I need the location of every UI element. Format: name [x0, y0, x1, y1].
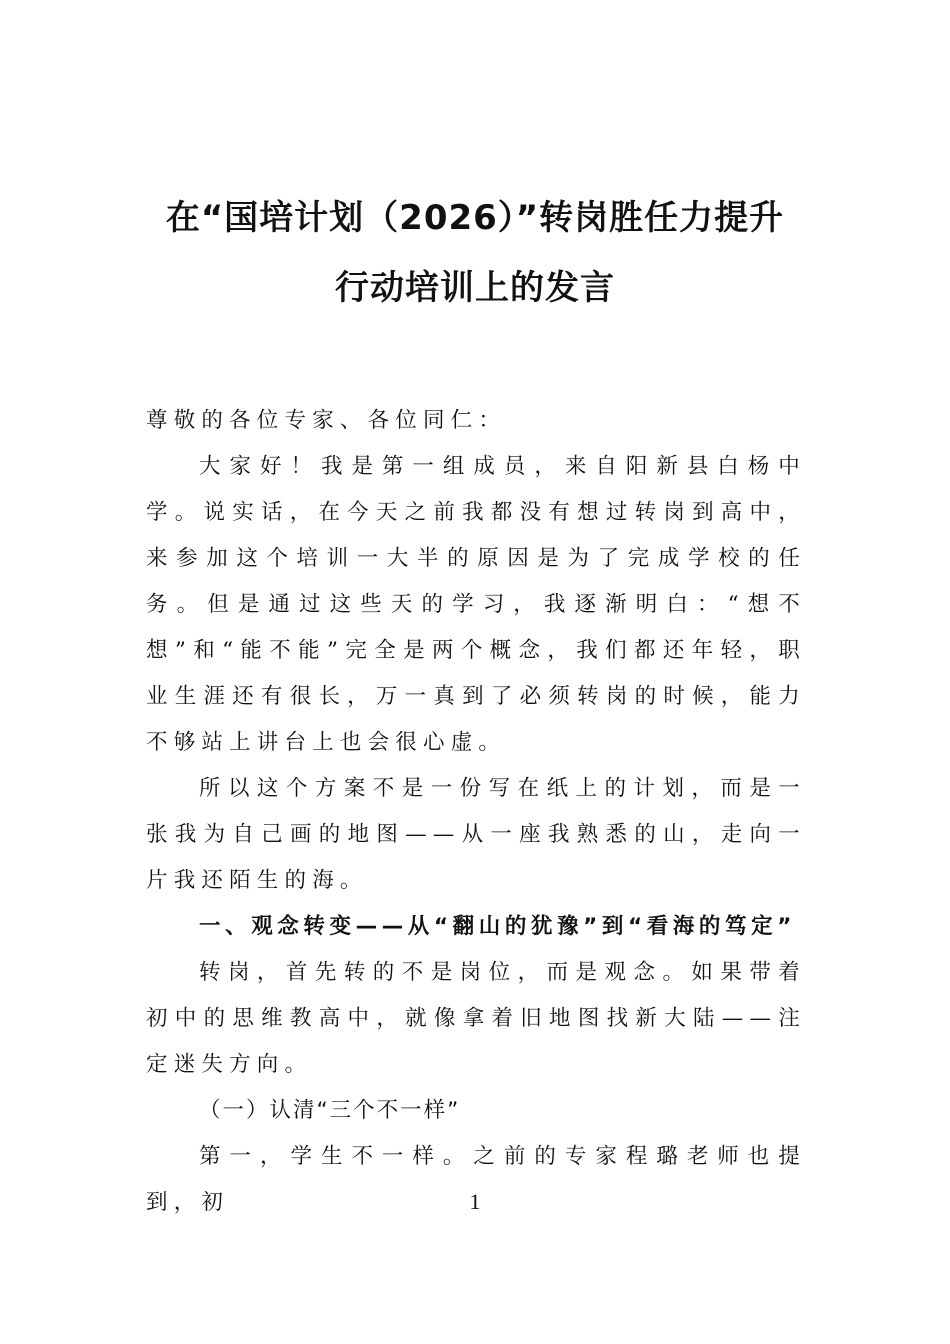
- salutation: 尊敬的各位专家、各位同仁：: [146, 408, 507, 433]
- paragraph-map: 所以这个方案不是一份写在纸上的计划，而是一张我为自己画的地图——从一座我熟悉的山，走向一片我还陌生的海。: [146, 776, 806, 893]
- paragraph-concept: 转岗，首先转的不是岗位，而是观念。如果带着初中的思维教高中，就像拿着旧地图找新大陆——注定迷失方向。: [146, 960, 806, 1077]
- document-title-line-2: 行动培训上的发言: [335, 268, 615, 308]
- page-number: 1: [469, 1189, 481, 1214]
- paragraph-greeting: 大家好！我是第一组成员，来自阳新县白杨中学。说实话，在今天之前我都没有想过转岗到高中，来参加这个培训一大半的原因是为了完成学校的任务。但是通过这些天的学习，我逐渐明白：“想不想”和“能不能”完全是两个概念，我们都还年轻，职业生涯还有很长，万一真到了必须转岗的时候，能力不够站上讲台上也会很心虚。: [146, 454, 806, 755]
- subsection-heading-1: （一）认清“三个不一样”: [199, 1098, 461, 1123]
- paragraph-students: 第一，学生不一样。之前的专家程璐老师也提到，初: [146, 1144, 806, 1215]
- document-body: [146, 398, 806, 1226]
- document-title-line-1: 在“国培计划（2026）”转岗胜任力提升: [165, 198, 785, 238]
- section-heading-1: 一、观念转变——从“翻山的犹豫”到“看海的笃定”: [199, 914, 796, 939]
